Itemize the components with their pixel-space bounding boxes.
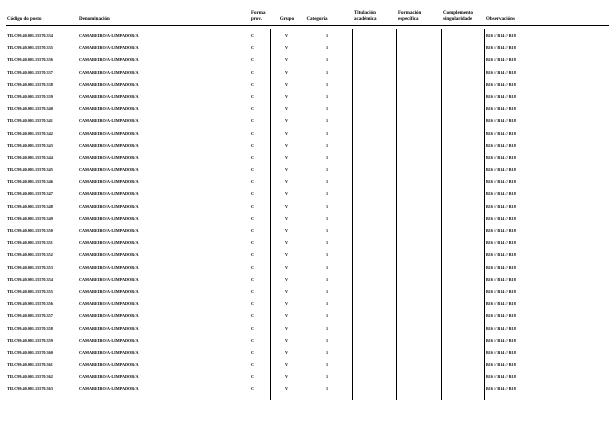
cell-grupo: V [285, 325, 289, 331]
cell-grupo: V [285, 154, 289, 160]
cell-observacions: B16 // B14 // B18 [486, 240, 516, 246]
cell-denominacion: CAMAREIRO/A-LIMPADOR/A [79, 374, 139, 380]
table-row [0, 129, 615, 141]
table-row [0, 165, 615, 177]
table-row [0, 226, 615, 238]
cell-categoria: 1 [326, 57, 329, 63]
header-grupo: Grupo [279, 17, 295, 22]
cell-observacions: B16 // B14 // B18 [486, 93, 516, 99]
cell-grupo: V [285, 215, 289, 221]
cell-grupo: V [285, 118, 289, 124]
cell-denominacion: CAMAREIRO/A-LIMPADOR/A [79, 228, 139, 233]
cell-denominacion: CAMAREIRO/A-LIMPADOR/A [79, 69, 139, 75]
table-row [0, 214, 615, 226]
cell-denominacion: CAMAREIRO/A-LIMPADOR/A [79, 276, 139, 282]
header-titulacion: Titulación académica [354, 11, 377, 22]
cell-codigo: TILC99.40.001.15570.345 [7, 167, 53, 173]
cell-categoria: 1 [326, 301, 329, 307]
cell-categoria: 1 [326, 203, 329, 209]
cell-codigo: TILC99.40.001.15570.340 [7, 106, 53, 112]
cell-grupo: V [285, 203, 289, 209]
table-row [0, 348, 615, 360]
cell-categoria: 1 [326, 374, 329, 380]
cell-grupo: V [285, 179, 289, 185]
cell-denominacion: CAMAREIRO/A-LIMPADOR/A [79, 301, 139, 307]
cell-grupo: V [285, 142, 289, 148]
cell-codigo: TILC99.40.001.15570.362 [7, 374, 53, 380]
table-row [0, 372, 615, 384]
cell-categoria: 1 [326, 69, 329, 75]
cell-denominacion: CAMAREIRO/A-LIMPADOR/A [79, 33, 139, 38]
table-row [0, 55, 615, 67]
cell-codigo: TILC99.40.001.15570.351 [7, 240, 53, 246]
table-row [0, 324, 615, 336]
cell-observacions: B16 // B14 // B18 [486, 374, 516, 380]
header-codigo: Código do posto [7, 17, 42, 22]
cell-codigo: TILC99.40.001.15570.334 [7, 33, 53, 38]
cell-categoria: 1 [326, 325, 329, 331]
cell-observacions: B16 // B14 // B18 [486, 203, 516, 209]
cell-categoria: 1 [326, 154, 329, 160]
cell-codigo: TILC99.40.001.15570.349 [7, 215, 53, 221]
cell-categoria: 1 [326, 276, 329, 282]
cell-forma: C [251, 325, 255, 331]
header-rule [6, 25, 609, 26]
table-row [0, 189, 615, 201]
cell-grupo: V [285, 252, 289, 258]
cell-observacions: B16 // B14 // B18 [486, 349, 516, 355]
cell-observacions: B16 // B14 // B18 [486, 81, 516, 87]
cell-forma: C [251, 386, 255, 392]
cell-grupo: V [285, 276, 289, 282]
cell-denominacion: CAMAREIRO/A-LIMPADOR/A [79, 167, 139, 173]
cell-grupo: V [285, 386, 289, 392]
cell-codigo: TILC99.40.001.15570.342 [7, 130, 53, 136]
cell-codigo: TILC99.40.001.15570.361 [7, 362, 53, 368]
cell-categoria: 1 [326, 179, 329, 185]
cell-codigo: TILC99.40.001.15570.354 [7, 276, 53, 282]
table-row [0, 336, 615, 348]
cell-categoria: 1 [326, 142, 329, 148]
cell-observacions: B16 // B14 // B18 [486, 288, 516, 294]
cell-grupo: V [285, 240, 289, 246]
cell-observacions: B16 // B14 // B18 [486, 252, 516, 258]
table-row [0, 238, 615, 250]
cell-grupo: V [285, 301, 289, 307]
cell-denominacion: CAMAREIRO/A-LIMPADOR/A [79, 288, 139, 294]
cell-denominacion: CAMAREIRO/A-LIMPADOR/A [79, 264, 139, 270]
cell-codigo: TILC99.40.001.15570.336 [7, 57, 53, 63]
cell-codigo: TILC99.40.001.15570.348 [7, 203, 53, 209]
cell-observacions: B16 // B14 // B18 [486, 130, 516, 136]
cell-codigo: TILC99.40.001.15570.339 [7, 93, 53, 99]
table-row [0, 104, 615, 116]
cell-denominacion: CAMAREIRO/A-LIMPADOR/A [79, 362, 139, 368]
cell-grupo: V [285, 337, 289, 343]
cell-grupo: V [285, 374, 289, 380]
cell-categoria: 1 [326, 130, 329, 136]
cell-codigo: TILC99.40.001.15570.358 [7, 325, 53, 331]
table-row [0, 275, 615, 287]
cell-observacions: B16 // B14 // B18 [486, 118, 516, 124]
cell-forma: C [251, 57, 255, 63]
table-row [0, 80, 615, 92]
cell-forma: C [251, 374, 255, 380]
cell-categoria: 1 [326, 81, 329, 87]
table-row [0, 177, 615, 189]
cell-codigo: TILC99.40.001.15570.360 [7, 349, 53, 355]
cell-denominacion: CAMAREIRO/A-LIMPADOR/A [79, 203, 139, 209]
cell-denominacion: CAMAREIRO/A-LIMPADOR/A [79, 240, 139, 246]
cell-forma: C [251, 252, 255, 258]
cell-observacions: B16 // B14 // B18 [486, 301, 516, 307]
cell-forma: C [251, 45, 255, 51]
cell-forma: C [251, 349, 255, 355]
cell-codigo: TILC99.40.001.15570.352 [7, 252, 53, 258]
cell-forma: C [251, 130, 255, 136]
cell-denominacion: CAMAREIRO/A-LIMPADOR/A [79, 57, 139, 63]
header-categoria: Categoría [306, 17, 328, 22]
cell-grupo: V [285, 69, 289, 75]
cell-forma: C [251, 288, 255, 294]
cell-categoria: 1 [326, 215, 329, 221]
table-row [0, 263, 615, 275]
cell-forma: C [251, 215, 255, 221]
cell-codigo: TILC99.40.001.15570.337 [7, 69, 53, 75]
cell-categoria: 1 [326, 252, 329, 258]
cell-forma: C [251, 154, 255, 160]
cell-categoria: 1 [326, 362, 329, 368]
cell-observacions: B16 // B14 // B18 [486, 362, 516, 368]
cell-categoria: 1 [326, 191, 329, 197]
cell-codigo: TILC99.40.001.15570.359 [7, 337, 53, 343]
cell-denominacion: CAMAREIRO/A-LIMPADOR/A [79, 81, 139, 87]
cell-observacions: B16 // B14 // B18 [486, 228, 516, 233]
cell-observacions: B16 // B14 // B18 [486, 142, 516, 148]
cell-forma: C [251, 167, 255, 173]
cell-grupo: V [285, 106, 289, 112]
cell-observacions: B16 // B14 // B18 [486, 167, 516, 173]
cell-grupo: V [285, 349, 289, 355]
cell-categoria: 1 [326, 313, 329, 319]
cell-grupo: V [285, 191, 289, 197]
cell-codigo: TILC99.40.001.15570.341 [7, 118, 53, 124]
table-row [0, 141, 615, 153]
table-row [0, 92, 615, 104]
cell-categoria: 1 [326, 106, 329, 112]
cell-categoria: 1 [326, 118, 329, 124]
cell-codigo: TILC99.40.001.15570.344 [7, 154, 53, 160]
table-row [0, 116, 615, 128]
cell-codigo: TILC99.40.001.15570.343 [7, 142, 53, 148]
cell-denominacion: CAMAREIRO/A-LIMPADOR/A [79, 130, 139, 136]
table-body [0, 31, 615, 397]
header-formacion: Formación específica [398, 11, 422, 22]
cell-observacions: B16 // B14 // B18 [486, 313, 516, 319]
cell-denominacion: CAMAREIRO/A-LIMPADOR/A [79, 45, 139, 51]
cell-grupo: V [285, 57, 289, 63]
cell-grupo: V [285, 313, 289, 319]
header-observacions: Observacións [486, 17, 515, 22]
cell-grupo: V [285, 45, 289, 51]
cell-categoria: 1 [326, 264, 329, 270]
table-row [0, 202, 615, 214]
cell-codigo: TILC99.40.001.15570.363 [7, 386, 53, 392]
cell-forma: C [251, 276, 255, 282]
cell-categoria: 1 [326, 337, 329, 343]
cell-denominacion: CAMAREIRO/A-LIMPADOR/A [79, 191, 139, 197]
table-row [0, 31, 615, 43]
cell-categoria: 1 [326, 93, 329, 99]
cell-observacions: B16 // B14 // B18 [486, 337, 516, 343]
cell-forma: C [251, 240, 255, 246]
cell-grupo: V [285, 288, 289, 294]
cell-denominacion: CAMAREIRO/A-LIMPADOR/A [79, 93, 139, 99]
cell-observacions: B16 // B14 // B18 [486, 106, 516, 112]
cell-observacions: B16 // B14 // B18 [486, 179, 516, 185]
cell-denominacion: CAMAREIRO/A-LIMPADOR/A [79, 252, 139, 258]
table-row [0, 250, 615, 262]
cell-observacions: B16 // B14 // B18 [486, 191, 516, 197]
table-row [0, 287, 615, 299]
cell-denominacion: CAMAREIRO/A-LIMPADOR/A [79, 179, 139, 185]
cell-categoria: 1 [326, 386, 329, 392]
cell-forma: C [251, 362, 255, 368]
cell-categoria: 1 [326, 33, 329, 38]
cell-observacions: B16 // B14 // B18 [486, 154, 516, 160]
header-complemento: Complemento singularidade [443, 11, 473, 22]
cell-denominacion: CAMAREIRO/A-LIMPADOR/A [79, 325, 139, 331]
cell-forma: C [251, 179, 255, 185]
cell-forma: C [251, 228, 255, 233]
cell-observacions: B16 // B14 // B18 [486, 69, 516, 75]
cell-grupo: V [285, 362, 289, 368]
cell-observacions: B16 // B14 // B18 [486, 325, 516, 331]
cell-observacions: B16 // B14 // B18 [486, 57, 516, 63]
cell-denominacion: CAMAREIRO/A-LIMPADOR/A [79, 215, 139, 221]
table-row [0, 68, 615, 80]
cell-forma: C [251, 106, 255, 112]
cell-codigo: TILC99.40.001.15570.355 [7, 288, 53, 294]
cell-observacions: B16 // B14 // B18 [486, 276, 516, 282]
table-row [0, 384, 615, 396]
cell-forma: C [251, 191, 255, 197]
cell-denominacion: CAMAREIRO/A-LIMPADOR/A [79, 118, 139, 124]
cell-grupo: V [285, 81, 289, 87]
cell-denominacion: CAMAREIRO/A-LIMPADOR/A [79, 337, 139, 343]
cell-forma: C [251, 81, 255, 87]
cell-codigo: TILC99.40.001.15570.338 [7, 81, 53, 87]
cell-observacions: B16 // B14 // B18 [486, 45, 516, 51]
cell-forma: C [251, 313, 255, 319]
cell-observacions: B16 // B14 // B18 [486, 264, 516, 270]
cell-codigo: TILC99.40.001.15570.346 [7, 179, 53, 185]
cell-denominacion: CAMAREIRO/A-LIMPADOR/A [79, 106, 139, 112]
cell-codigo: TILC99.40.001.15570.356 [7, 301, 53, 307]
cell-forma: C [251, 69, 255, 75]
cell-grupo: V [285, 33, 289, 38]
cell-grupo: V [285, 93, 289, 99]
cell-codigo: TILC99.40.001.15570.353 [7, 264, 53, 270]
cell-categoria: 1 [326, 240, 329, 246]
cell-categoria: 1 [326, 167, 329, 173]
cell-categoria: 1 [326, 349, 329, 355]
cell-denominacion: CAMAREIRO/A-LIMPADOR/A [79, 313, 139, 319]
cell-forma: C [251, 33, 255, 38]
cell-forma: C [251, 337, 255, 343]
cell-grupo: V [285, 130, 289, 136]
header-denominacion: Denominación [79, 17, 110, 22]
cell-forma: C [251, 301, 255, 307]
table-row [0, 299, 615, 311]
cell-forma: C [251, 118, 255, 124]
cell-categoria: 1 [326, 288, 329, 294]
cell-categoria: 1 [326, 228, 329, 233]
table-row [0, 43, 615, 55]
cell-denominacion: CAMAREIRO/A-LIMPADOR/A [79, 142, 139, 148]
cell-forma: C [251, 203, 255, 209]
cell-grupo: V [285, 228, 289, 233]
cell-grupo: V [285, 167, 289, 173]
table-row [0, 360, 615, 372]
cell-forma: C [251, 93, 255, 99]
cell-denominacion: CAMAREIRO/A-LIMPADOR/A [79, 386, 139, 392]
header-forma: Forma prov. [251, 11, 266, 22]
cell-codigo: TILC99.40.001.15570.347 [7, 191, 53, 197]
cell-grupo: V [285, 264, 289, 270]
table-row [0, 153, 615, 165]
cell-denominacion: CAMAREIRO/A-LIMPADOR/A [79, 154, 139, 160]
cell-codigo: TILC99.40.001.15570.357 [7, 313, 53, 319]
cell-codigo: TILC99.40.001.15570.350 [7, 228, 53, 233]
cell-denominacion: CAMAREIRO/A-LIMPADOR/A [79, 349, 139, 355]
cell-forma: C [251, 142, 255, 148]
cell-observacions: B16 // B14 // B18 [486, 215, 516, 221]
table-row [0, 311, 615, 323]
cell-observacions: B16 // B14 // B18 [486, 386, 516, 392]
cell-forma: C [251, 264, 255, 270]
cell-codigo: TILC99.40.001.15570.335 [7, 45, 53, 51]
cell-observacions: B16 // B14 // B18 [486, 33, 516, 38]
cell-categoria: 1 [326, 45, 329, 51]
